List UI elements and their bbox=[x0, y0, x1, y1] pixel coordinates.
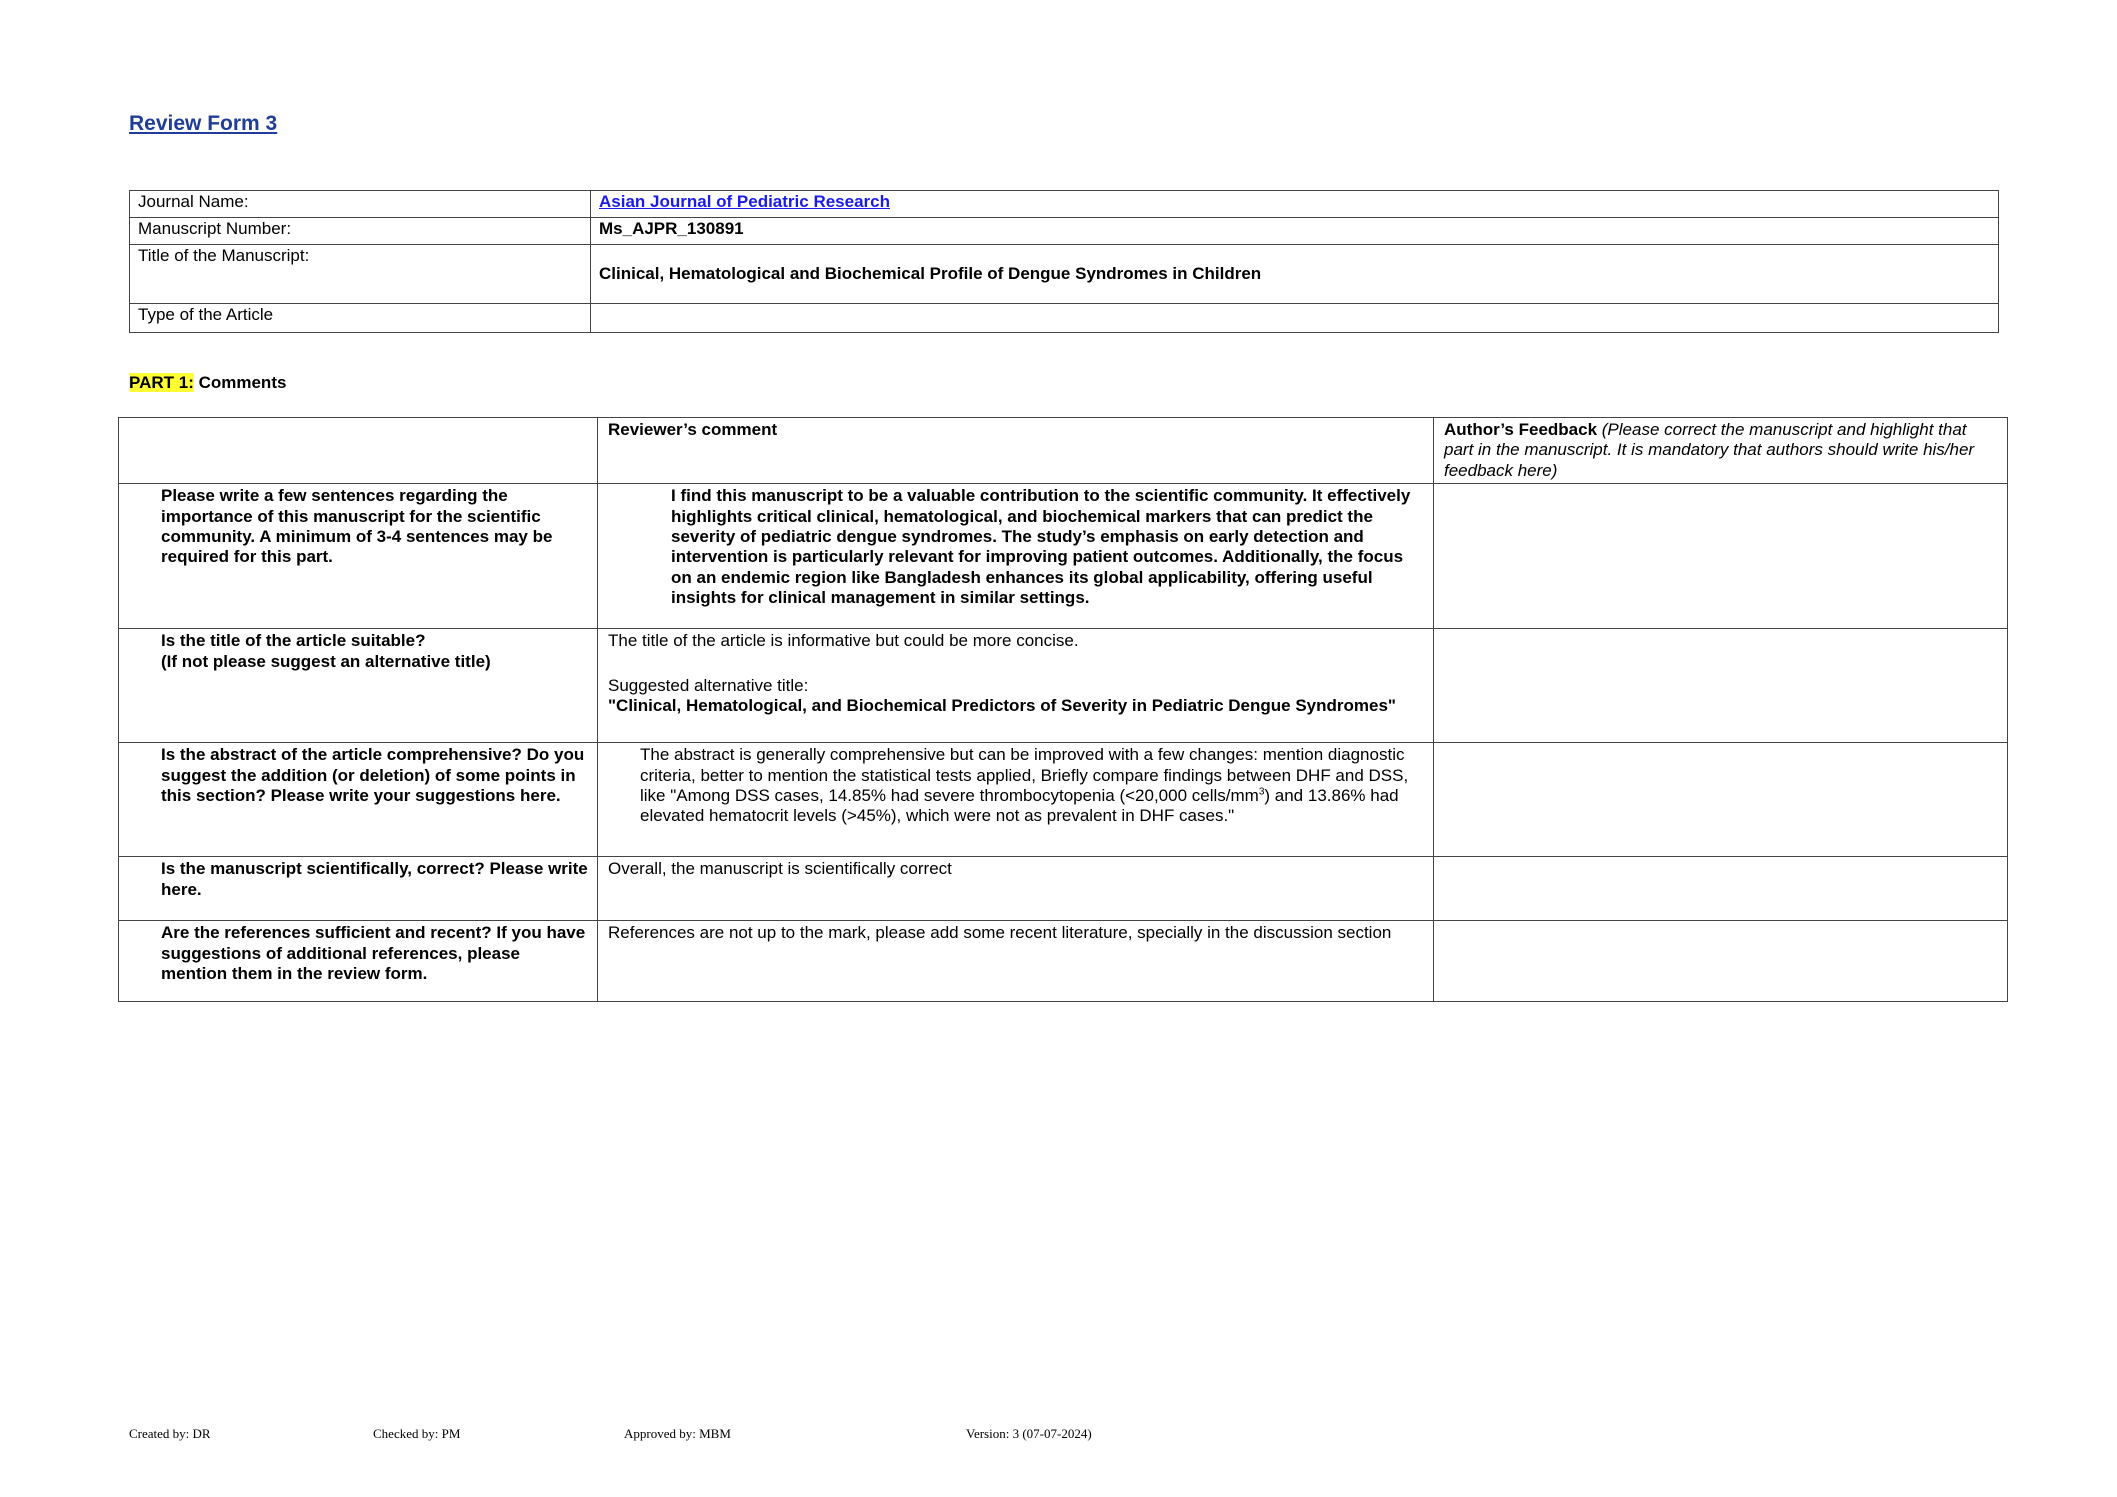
author-feedback-cell[interactable] bbox=[1434, 629, 2008, 743]
manuscript-number-value: Ms_AJPR_130891 bbox=[591, 218, 1999, 245]
table-row bbox=[119, 857, 2008, 921]
author-feedback-label: Author’s Feedback bbox=[1444, 420, 1598, 439]
question-line: Is the title of the article suitable? bbox=[161, 631, 426, 651]
footer-approved: Approved by: MBM bbox=[624, 1426, 731, 1441]
superscript: 3 bbox=[1258, 786, 1265, 798]
part-label: PART 1: bbox=[129, 373, 194, 392]
empty-header-cell bbox=[119, 418, 598, 484]
footer-created: Created by: DR bbox=[129, 1426, 211, 1441]
question: Are the references sufficient and recent? If you have suggestions of additional references, please mention them in the review form. bbox=[119, 921, 598, 1002]
question: Please write a few sentences regarding the importance of this manuscript for the scientific community. A minimum of 3-4 sentences may be required for this part. bbox=[119, 484, 598, 629]
part-heading bbox=[129, 373, 286, 393]
question bbox=[119, 629, 598, 743]
table-row bbox=[119, 743, 2008, 857]
suggested-title: "Clinical, Hematological, and Biochemical Predictors of Severity in Pediatric Dengue Syndromes" bbox=[608, 696, 1396, 716]
manuscript-info-table bbox=[129, 190, 1999, 333]
author-feedback-cell[interactable] bbox=[1434, 857, 2008, 921]
footer-checked: Checked by: PM bbox=[373, 1426, 461, 1441]
table-row bbox=[119, 484, 2008, 629]
question: Is the manuscript scientifically, correct? Please write here. bbox=[119, 857, 598, 921]
author-feedback-cell[interactable] bbox=[1434, 484, 2008, 629]
manuscript-number-label: Manuscript Number: bbox=[130, 218, 591, 245]
reviewer-comment: I find this manuscript to be a valuable contribution to the scientific community. It effectively highlights critical clinical, hematological, and biochemical markers that can predict the severity of pediatric dengue syndromes. The study’s emphasis on early detection and intervention is particularly relevant for improving patient outcomes. Additionally, the focus on an endemic region like Bangladesh enhances its global applicability, offering useful insights for clinical management in similar settings. bbox=[598, 484, 1434, 629]
comment-text: The abstract is generally comprehensive but can be improved with a few changes: mention diagnostic criteria, better to mention the statistical tests applied, Briefly compare findings between DHF and DSS, like "Among DSS cases, 14.85% had severe thrombocytopenia (<20,000 cells/mm bbox=[640, 745, 1409, 806]
journal-label: Journal Name: bbox=[130, 191, 591, 218]
footer-version: Version: 3 (07-07-2024) bbox=[966, 1426, 1092, 1441]
form-title: Review Form 3 bbox=[129, 112, 278, 135]
question-line: (If not please suggest an alternative title) bbox=[161, 651, 491, 671]
manuscript-title-row bbox=[130, 245, 1999, 304]
part-title: Comments bbox=[193, 373, 287, 392]
journal-row bbox=[130, 191, 1999, 218]
reviewer-comment: References are not up to the mark, please add some recent literature, specially in the discussion section bbox=[598, 921, 1434, 1002]
reviewer-comment bbox=[598, 629, 1434, 743]
manuscript-title-label: Title of the Manuscript: bbox=[130, 245, 591, 304]
table-header-row bbox=[119, 418, 2008, 484]
comments-table bbox=[118, 417, 2008, 1002]
author-feedback-header bbox=[1434, 418, 2008, 484]
comment-line: The title of the article is informative but could be more concise. bbox=[608, 631, 1079, 651]
author-feedback-cell[interactable] bbox=[1434, 743, 2008, 857]
article-type-label: Type of the Article bbox=[130, 304, 591, 333]
manuscript-title-value: Clinical, Hematological and Biochemical Profile of Dengue Syndromes in Children bbox=[591, 245, 1999, 304]
journal-link[interactable]: Asian Journal of Pediatric Research bbox=[599, 192, 890, 211]
article-type-value bbox=[591, 304, 1999, 333]
reviewer-comment bbox=[598, 743, 1434, 857]
article-type-row bbox=[130, 304, 1999, 333]
comment-line: Suggested alternative title: bbox=[608, 675, 809, 695]
author-feedback-instructions: (Please correct the manuscript and highlight that part in the manuscript. It is mandatory that authors should write his/her feedback here) bbox=[1444, 420, 1975, 480]
reviewer-comment: Overall, the manuscript is scientifically correct bbox=[598, 857, 1434, 921]
question: Is the abstract of the article comprehensive? Do you suggest the addition (or deletion) of some points in this section? Please write your suggestions here. bbox=[119, 743, 598, 857]
author-feedback-cell[interactable] bbox=[1434, 921, 2008, 1002]
table-row bbox=[119, 921, 2008, 1002]
reviewer-comment-header: Reviewer’s comment bbox=[598, 418, 1434, 484]
manuscript-number-row bbox=[130, 218, 1999, 245]
table-row bbox=[119, 629, 2008, 743]
comment-text: ) and 13.86% had elevated hematocrit levels (>45%), which were not as prevalent in DHF cases." bbox=[640, 786, 1399, 826]
